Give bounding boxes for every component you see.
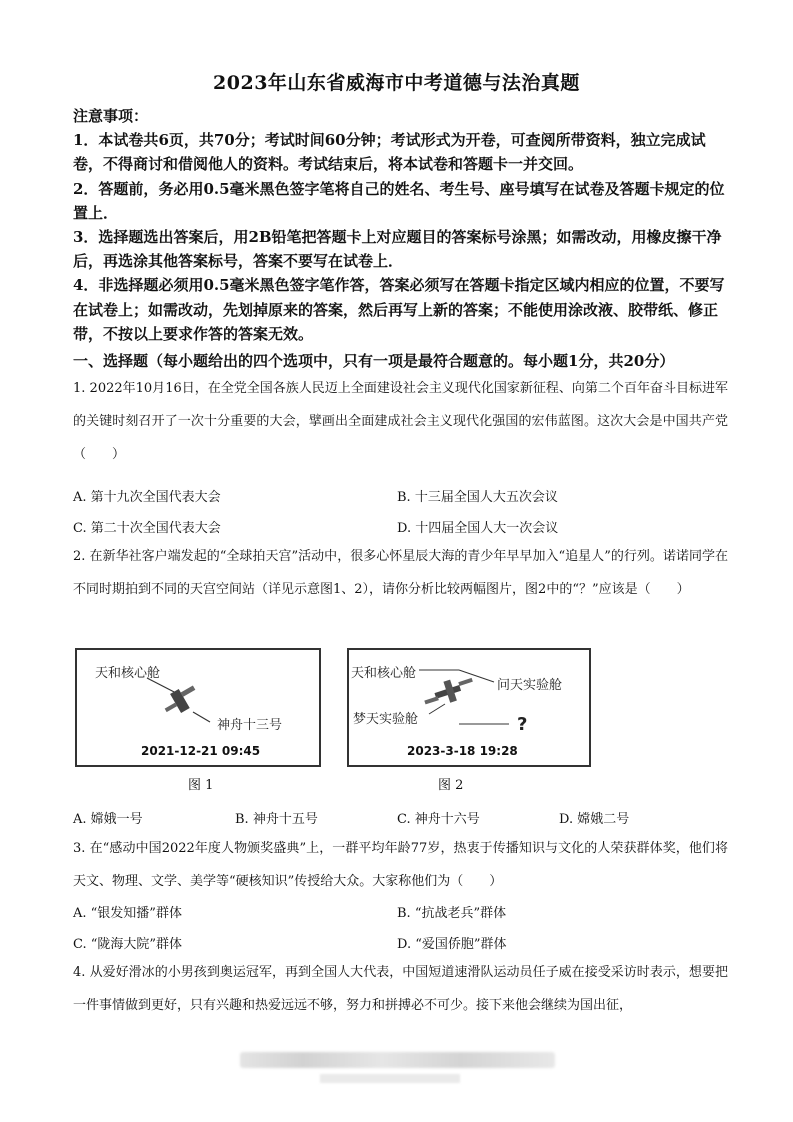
q3-option-a[interactable]: A. “银发知播”群体 bbox=[73, 906, 182, 921]
q1-option-b[interactable]: B. 十三届全国人大五次会议 bbox=[397, 490, 558, 505]
notes-item-3: 3．选择题选出答案后，用2B铅笔把答题卡上对应题目的答案标号涂黑；如需改动，用橡皮擦干净后，再选涂其他答案标号，答案不要写在试卷上． bbox=[73, 228, 722, 271]
q2-option-a[interactable]: A. 嫦娥一号 bbox=[73, 812, 143, 827]
fig2-label-mengtian: 梦天实验舱 bbox=[353, 712, 419, 727]
notes-block bbox=[73, 104, 728, 346]
question-4-stem: 4. 从爱好滑冰的小男孩到奥运冠军，再到全国人大代表，中国短道速滑队运动员任子威在接受采访时表示，想要把一件事情做到更好，只有兴趣和热爱远远不够，努力和拼搏必不可少。接下来他会继续为国出征， bbox=[73, 965, 728, 1013]
question-2-stem: 2. 在新华社客户端发起的“全球拍天宫”活动中，很多心怀星辰大海的青少年早早加入“追星人”的行列。诺诺同学在不同时期拍到不同的天宫空间站（详见示意图1、2），请你分析比较两幅图片，图2中的“？”应该是（ ） bbox=[73, 549, 728, 597]
fig1-datetime: 2021-12-21 09:45 bbox=[141, 744, 261, 758]
blurred-footer bbox=[240, 1052, 555, 1068]
fig2-datetime: 2023-3-18 19:28 bbox=[407, 744, 518, 758]
question-1-stem: 1. 2022年10月16日，在全党全国各族人民迈上全面建设社会主义现代化国家新征程、向第二个百年奋斗目标进军的关键时刻召开了一次十分重要的大会，擘画出全面建成社会主义现代化强国的宏伟蓝图。这次大会是中国共产党（ ） bbox=[73, 381, 728, 462]
page-title: 2023年山东省威海市中考道德与法治真题 bbox=[213, 72, 580, 94]
notes-item-1: 1．本试卷共6页，共70分；考试时间60分钟；考试形式为开卷，可查阅所带资料，独立完成试卷，不得商讨和借阅他人的资料。考试结束后，将本试卷和答题卡一并交回。 bbox=[73, 131, 706, 174]
fig2-question-mark: ? bbox=[517, 714, 528, 735]
fig1-label-core: 天和核心舱 bbox=[95, 666, 161, 681]
figure-1 bbox=[75, 648, 321, 767]
blurred-footer-line bbox=[320, 1074, 460, 1083]
fig2-label-wentian: 问天实验舱 bbox=[497, 678, 563, 693]
q3-option-b[interactable]: B. “抗战老兵”群体 bbox=[397, 906, 507, 921]
notes-item-4: 4．非选择题必须用0.5毫米黑色签字笔作答，答案必须写在答题卡指定区域内相应的位置，不要写在试卷上；如需改动，先划掉原来的答案，然后再写上新的答案；不能使用涂改液、胶带纸、修正带，不按以上要求作答的答案无效。 bbox=[73, 276, 725, 343]
notes-heading: 注意事项： bbox=[73, 107, 149, 125]
q3-option-c[interactable]: C. “陇海大院”群体 bbox=[73, 937, 183, 952]
question-3-stem: 3. 在“感动中国2022年度人物颁奖盛典”上，一群平均年龄77岁，热衷于传播知识与文化的人荣获群体奖，他们将天文、物理、文学、美学等“硬核知识”传授给大众。大家称他们为（ ） bbox=[73, 841, 728, 889]
fig2-caption: 图 2 bbox=[438, 778, 464, 793]
q1-option-a[interactable]: A. 第十九次全国代表大会 bbox=[73, 490, 221, 505]
q3-option-d[interactable]: D. “爱国侨胞”群体 bbox=[397, 937, 507, 952]
q1-option-c[interactable]: C. 第二十次全国代表大会 bbox=[73, 521, 221, 536]
fig1-caption: 图 1 bbox=[188, 778, 214, 793]
notes-item-2: 2．答题前，务必用0.5毫米黑色签字笔将自己的姓名、考生号、座号填写在试卷及答题卡规定的位置上． bbox=[73, 179, 725, 222]
fig1-label-ship: 神舟十三号 bbox=[217, 718, 283, 733]
section-heading: 一、选择题（每小题给出的四个选项中，只有一项是最符合题意的。每小题1分，共20分） bbox=[73, 352, 675, 370]
q1-option-d[interactable]: D. 十四届全国人大一次会议 bbox=[397, 521, 559, 536]
figure-2 bbox=[347, 648, 591, 767]
q2-option-d[interactable]: D. 嫦娥二号 bbox=[559, 812, 630, 827]
q2-option-c[interactable]: C. 神舟十六号 bbox=[397, 812, 480, 827]
fig2-label-core: 天和核心舱 bbox=[351, 666, 417, 681]
q2-option-b[interactable]: B. 神舟十五号 bbox=[235, 812, 318, 827]
